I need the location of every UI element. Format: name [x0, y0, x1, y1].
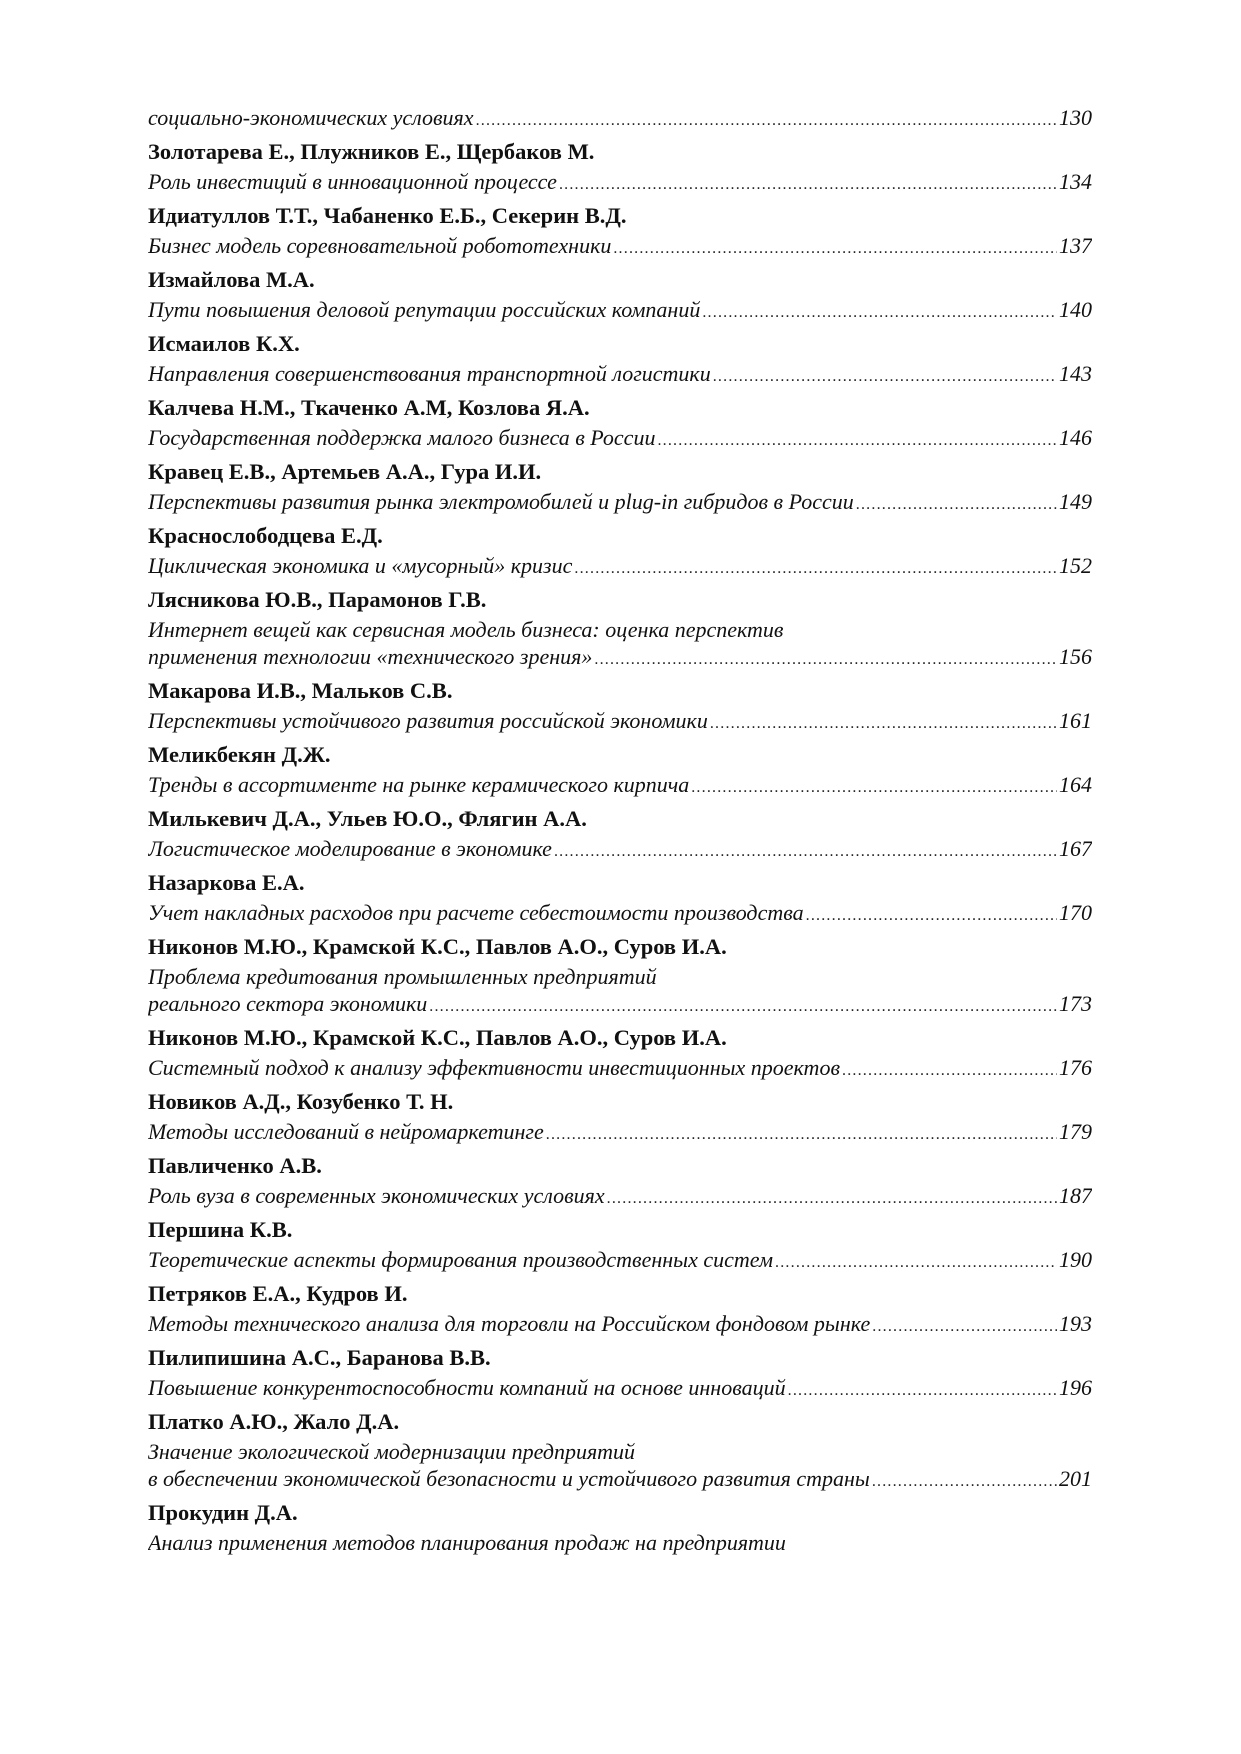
toc-entry [148, 391, 1092, 451]
toc-entry-title-line: Значение экологической модернизации предприятий [148, 1439, 636, 1464]
toc-entry-title-row[interactable] [148, 1118, 1092, 1145]
toc-entry-title: Методы исследований в нейромаркетинге [148, 1119, 544, 1144]
dot-leader [711, 363, 1057, 387]
toc-entry [148, 930, 1092, 1017]
toc-entry [148, 1405, 1092, 1492]
dot-leader [870, 1468, 1057, 1492]
toc-entry-title-row[interactable] [148, 232, 1092, 259]
toc-entry [148, 1149, 1092, 1209]
toc-entry-title-row[interactable] [148, 1054, 1092, 1081]
dot-leader [605, 1185, 1057, 1209]
toc-entry-page-number: 134 [1059, 169, 1092, 194]
toc-entry-page-number: 137 [1059, 233, 1092, 258]
toc-entry-authors: Першина К.В. [148, 1217, 293, 1242]
dot-leader [854, 491, 1057, 515]
dot-leader [804, 902, 1057, 926]
toc-entry-authors: Никонов М.Ю., Крамской К.С., Павлов А.О., Суров И.А. [148, 934, 727, 959]
toc-entry-title-row[interactable] [148, 1374, 1092, 1401]
toc-entry-title: применения технологии «технического зрения» [148, 644, 593, 669]
toc-entry-title-row[interactable] [148, 360, 1092, 387]
toc-entry-page-number: 196 [1059, 1375, 1092, 1400]
toc-entry-page-number: 190 [1059, 1247, 1092, 1272]
toc-entry-page-number: 193 [1059, 1311, 1092, 1336]
toc-entry-title: Учет накладных расходов при расчете себестоимости производства [148, 900, 804, 925]
toc-entry-page-number: 170 [1059, 900, 1092, 925]
table-of-contents [148, 104, 1092, 1556]
toc-entry-page-number: 149 [1059, 489, 1092, 514]
toc-entry-page-number: 152 [1059, 553, 1092, 578]
toc-entry-title: Направления совершенствования транспортной логистики [148, 361, 711, 386]
toc-entry [148, 104, 1092, 131]
dot-leader [689, 774, 1057, 798]
toc-entry-title-row[interactable] [148, 488, 1092, 515]
toc-entry-title-row[interactable] [148, 552, 1092, 579]
toc-entry-authors: Назаркова Е.А. [148, 870, 305, 895]
dot-leader [544, 1121, 1057, 1145]
dot-leader [474, 107, 1057, 131]
toc-entry-title-line: Анализ применения методов планирования продаж на предприятии [148, 1530, 786, 1555]
toc-entry-page-number: 167 [1059, 836, 1092, 861]
toc-entry-title: в обеспечении экономической безопасности и устойчивого развития страны [148, 1466, 870, 1491]
toc-entry-title-row[interactable] [148, 707, 1092, 734]
dot-leader [870, 1313, 1057, 1337]
toc-entry-title-row[interactable] [148, 990, 1092, 1017]
toc-entry-authors: Милькевич Д.А., Ульев Ю.О., Флягин А.А. [148, 806, 587, 831]
toc-entry-title: Тренды в ассортименте на рынке керамического кирпича [148, 772, 690, 797]
toc-entry [148, 866, 1092, 926]
toc-entry-title: Государственная поддержка малого бизнеса в России [148, 425, 656, 450]
toc-entry [148, 738, 1092, 798]
toc-entry-title: реального сектора экономики [148, 991, 428, 1016]
toc-entry-title: Системный подход к анализу эффективности инвестиционных проектов [148, 1055, 840, 1080]
dot-leader [773, 1249, 1057, 1273]
toc-entry-title: Логистическое моделирование в экономике [148, 836, 552, 861]
toc-entry-authors: Золотарева Е., Плужников Е., Щербаков М. [148, 139, 595, 164]
toc-entry-title-row[interactable] [148, 835, 1092, 862]
toc-entry-page-number: 173 [1059, 991, 1092, 1016]
toc-entry-page-number: 164 [1059, 772, 1092, 797]
toc-entry-page-number: 130 [1059, 105, 1092, 130]
dot-leader [552, 838, 1057, 862]
toc-entry [148, 1213, 1092, 1273]
toc-entry [148, 802, 1092, 862]
toc-entry-title-row[interactable] [148, 1465, 1092, 1492]
toc-entry [148, 1021, 1092, 1081]
toc-entry-page-number: 187 [1059, 1183, 1092, 1208]
toc-entry-authors: Платко А.Ю., Жало Д.А. [148, 1409, 400, 1434]
toc-entry-authors: Макарова И.В., Мальков С.В. [148, 678, 453, 703]
toc-entry-authors: Идиатуллов Т.Т., Чабаненко Е.Б., Секерин В.Д. [148, 203, 627, 228]
toc-entry-title-row[interactable] [148, 899, 1092, 926]
toc-entry-title-row[interactable] [148, 296, 1092, 323]
toc-entry [148, 519, 1092, 579]
dot-leader [700, 299, 1057, 323]
toc-entry-authors: Измайлова М.А. [148, 267, 315, 292]
dot-leader [592, 646, 1057, 670]
toc-entry-authors: Кравец Е.В., Артемьев А.А., Гура И.И. [148, 459, 542, 484]
toc-entry-authors: Новиков А.Д., Козубенко Т. Н. [148, 1089, 454, 1114]
dot-leader [427, 993, 1057, 1017]
toc-entry-authors: Краснослободцева Е.Д. [148, 523, 383, 548]
toc-entry-title: Повышение конкурентоспособности компаний на основе инноваций [148, 1375, 786, 1400]
dot-leader [840, 1057, 1057, 1081]
toc-entry [148, 1277, 1092, 1337]
toc-entry-authors: Меликбекян Д.Ж. [148, 742, 331, 767]
dot-leader [786, 1377, 1057, 1401]
toc-entry-authors: Петряков Е.А., Кудров И. [148, 1281, 408, 1306]
toc-entry-authors: Пилипишина А.С., Баранова В.В. [148, 1345, 491, 1370]
toc-entry-title-row[interactable] [148, 643, 1092, 670]
toc-entry-title-row[interactable] [148, 771, 1092, 798]
toc-entry-page-number: 176 [1059, 1055, 1092, 1080]
toc-entry-page-number: 179 [1059, 1119, 1092, 1144]
toc-entry-authors: Калчева Н.М., Ткаченко А.М, Козлова Я.А. [148, 395, 590, 420]
toc-entry [148, 583, 1092, 670]
dot-leader [611, 235, 1057, 259]
toc-entry-page-number: 143 [1059, 361, 1092, 386]
toc-entry-title-row[interactable] [148, 1310, 1092, 1337]
toc-entry-authors: Прокудин Д.А. [148, 1500, 298, 1525]
toc-entry [148, 199, 1092, 259]
toc-entry-title-row[interactable] [148, 168, 1092, 195]
toc-entry-title: Перспективы развития рынка электромобилей и plug-in гибридов в России [148, 489, 854, 514]
toc-entry-title: Роль вуза в современных экономических условиях [148, 1183, 605, 1208]
toc-entry-page-number: 156 [1059, 644, 1092, 669]
toc-entry-title-line: Проблема кредитования промышленных предприятий [148, 964, 657, 989]
toc-entry-title: Пути повышения деловой репутации российских компаний [148, 297, 701, 322]
toc-entry-title-row[interactable] [148, 1246, 1092, 1273]
toc-entry [148, 674, 1092, 734]
toc-entry-title: социально-экономических условиях [148, 105, 474, 130]
toc-entry [148, 135, 1092, 195]
toc-entry-authors: Павличенко А.В. [148, 1153, 322, 1178]
toc-entry-page-number: 146 [1059, 425, 1092, 450]
dot-leader [557, 171, 1057, 195]
toc-entry [148, 1341, 1092, 1401]
dot-leader [708, 710, 1057, 734]
toc-entry-title: Циклическая экономика и «мусорный» кризис [148, 553, 573, 578]
toc-entry-title: Роль инвестиций в инновационной процессе [148, 169, 557, 194]
dot-leader [572, 555, 1057, 579]
toc-entry-authors: Лясникова Ю.В., Парамонов Г.В. [148, 587, 487, 612]
dot-leader [655, 427, 1057, 451]
toc-entry [148, 455, 1092, 515]
toc-entry-authors: Никонов М.Ю., Крамской К.С., Павлов А.О., Суров И.А. [148, 1025, 727, 1050]
toc-entry-title: Теоретические аспекты формирования производственных систем [148, 1247, 774, 1272]
toc-entry-page-number: 201 [1059, 1466, 1092, 1491]
toc-entry-title-line: Интернет вещей как сервисная модель бизнеса: оценка перспектив [148, 617, 784, 642]
toc-entry-title-row[interactable] [148, 104, 1092, 131]
toc-entry-title-row[interactable] [148, 424, 1092, 451]
toc-entry-title: Бизнес модель соревновательной робототехники [148, 233, 612, 258]
toc-entry [148, 1085, 1092, 1145]
toc-entry-page-number: 161 [1059, 708, 1092, 733]
toc-entry [148, 327, 1092, 387]
toc-entry-title: Методы технического анализа для торговли на Российском фондовом рынке [148, 1311, 871, 1336]
toc-entry-title-row[interactable] [148, 1182, 1092, 1209]
toc-entry-page-number: 140 [1059, 297, 1092, 322]
toc-entry-authors: Исмаилов К.Х. [148, 331, 300, 356]
toc-entry [148, 1496, 1092, 1556]
toc-entry-title: Перспективы устойчивого развития российской экономики [148, 708, 708, 733]
toc-entry [148, 263, 1092, 323]
